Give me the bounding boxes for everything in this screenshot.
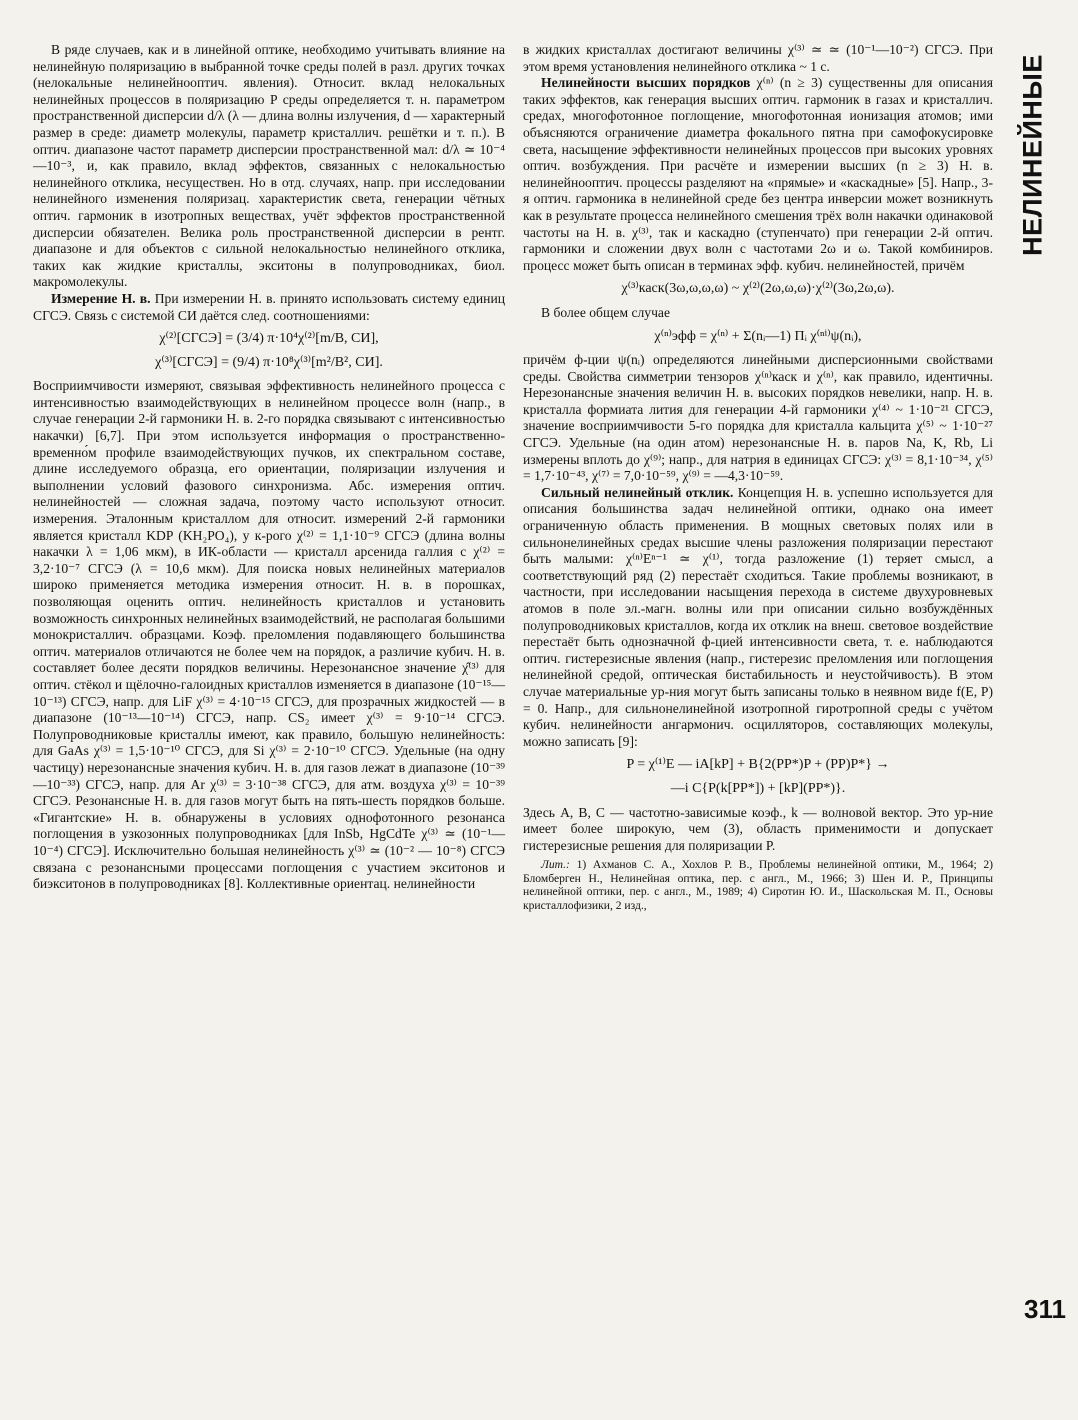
paragraph: Здесь A, B, C — частотно-зависимые коэф., k — волновой вектор. Это ур-ние имеет более широкую, чем (3), область применимости и допускает гистерезисные решения для поляризации P. [523, 804, 993, 853]
paragraph: В ряде случаев, как и в линейной оптике, необходимо учитывать влияние на нелинейную поляризацию в выбранной точке среды полей в разл. других точках (нелокальные нелинейнооптич. явления). Относит. вклад нелокальных нелинейных процессов в поляризацию P среды определяется т. н. параметром пространственной дисперсии d/λ (λ — длина волны излучения, d — характерный размер в среде: диаметр молекулы, параметр кристаллич. решётки и т. п.). В оптич. диапазоне частот параметр дисперсии пространственной мал: d/λ ≃ 10⁻⁴—10⁻³, и, как правило, вклад эффектов, связанных с нелокальностью нелинейного отклика, несуществен. Но в отд. случаях, напр. при исследовании нелинейного изменения поляризац. характеристик света, генерации чётных оптич. гармоник в изотропных веществах, учёт эффектов пространственной дисперсии обязателен. Велика роль пространственной дисперсии в рентг. диапазоне и для объектов с сильной нелокальностью нелинейного отклика, таких как жидкие кристаллы, экситоны в полупроводниках, биол. макромолекулы. [33, 42, 505, 290]
paragraph [33, 291, 505, 324]
formula: χ⁽³⁾каск(3ω,ω,ω,ω) ~ χ⁽²⁾(2ω,ω,ω)·χ⁽²⁾(3ω,2ω,ω). [621, 281, 895, 297]
page-number: 311 [1024, 1294, 1066, 1324]
running-header-text: НЕЛИНЕЙНЫЕ [1017, 54, 1048, 256]
paragraph: причём ф-ции ψ(nᵢ) определяются линейными дисперсионными свойствами среды. Свойства симметрии тензоров χ⁽ⁿ⁾каск и χ⁽ⁿ⁾, как правило, идентичны. Нерезонансные значения величин Н. в. высоких порядков невелики, напр. Н. в. кристалла формиата лития для генерации 4-й гармоники χ⁽⁴⁾ ~ 1·10⁻²¹ СГСЭ, значение восприимчивости 5-го порядка для кристалла кальцита χ⁽⁵⁾ ~ 1·10⁻²⁷ СГСЭ. Удельные (на один атом) нерезонансные Н. в. паров Na, K, Rb, Li измерены вплоть до χ⁽⁹⁾; напр., для натрия в единицах СГСЭ: χ⁽³⁾ = 8,1·10⁻³⁴, χ⁽⁵⁾ = 1,7·10⁻⁴³, χ⁽⁷⁾ = 7,0·10⁻⁵⁹, χ⁽⁹⁾ = —4,3·10⁻⁵⁹. [523, 352, 993, 484]
section-heading: Сильный нелинейный отклик. [541, 484, 734, 500]
formula: P = χ⁽¹⁾E — iA[kP] + B{2(PP*)P + (PP)P*} → [626, 757, 890, 773]
paragraph-text: χ⁽ⁿ⁾ (n ≥ 3) существенны для описания таких эффектов, как генерация высших оптич. гармоник в газах и кристаллич. средах, многофотонное поглощение, многофотонная ионизация атомов; ими объясняются ограничение диаметра фокального пятна при самофокусировке света, насыщение эффективности нелинейных процессов при высоких уровнях оптич. возбуждения. При расчёте и измерении высших (n ≥ 3) Н. в. нелинейнооптич. процессы разделяют на «прямые» и «каскадные» [5]. Напр., 3-я оптич. гармоника в нелинейной среде без центра инверсии может возникнуть как в результате процесса нелинейного смешения трёх волн накачки одинаковой частоты на Н. в. χ⁽³⁾, так и каскадно (ступенчато) при генерации 2-й оптич. гармоники и сложении двух волн с частотами 2ω и ω. Такой комбиниров. процесс может быть описан в терминах эфф. кубич. нелинейностей, причём [523, 75, 994, 273]
formula: —i C{P(k[PP*]) + [kP](PP*)}. [670, 780, 846, 796]
right-column [523, 42, 993, 912]
references-text: 1) Ахманов С. А., Хохлов Р. В., Проблемы нелинейной оптики, М., 1964; 2) Бломберген Н., Нелинейная оптика, пер. с англ., М., 1966; 3) Шен И. Р., Принципы нелинейной оптики, пер. с англ., М., 1989; 4) Сиротин Ю. И., Шаскольская М. П., Основы кристаллофизики, 2 изд., [523, 858, 993, 912]
paragraph-text: При измерении Н. в. принято использовать систему единиц СГСЭ. Связь с системой СИ даётся след. соотношениями: [33, 290, 506, 323]
section-heading: Измерение Н. в. [51, 290, 151, 306]
paragraph: в жидких кристаллах достигают величины χ⁽³⁾ ≃ ≃ (10⁻¹—10⁻²) СГСЭ. При этом время установления нелинейного отклика ~ 1 с. [523, 42, 993, 74]
paragraph: В более общем случае [541, 304, 670, 320]
paragraph [523, 485, 993, 751]
running-header [1008, 40, 1058, 270]
references-label: Лит.: [541, 858, 570, 872]
paragraph: Восприимчивости измеряют, связывая эффективность нелинейного процесса с интенсивностью взаимодействующих в нелинейном процессе волн (напр., в случае генерации 2-й гармоники Н. в. 2-го порядка связывают с интенсивностью накачки) [6,7]. При этом используется информация о пространственно-временно́м профиле взаимодействующих пучков, их спектральном составе, длине исследуемого образца, его ориентации, поляризации излучения и выполнении условий фазового синхронизма. Абс. измерения оптич. нелинейностей — сложная задача, поэтому часто используют относит. измерения. Эталонным кристаллом для относит. измерений 2-й гармоники является кристалл KDP (KH₂PO₄), у к-рого χ⁽²⁾ = 1,1·10⁻⁹ СГСЭ (длина волны накачки λ = 1,06 мкм), в ИК-области — кристалл арсенида галлия с χ⁽²⁾ = 3,2·10⁻⁷ СГСЭ (λ = 10,6 мкм). Для поиска новых нелинейных материалов широко применяется методика измерения относит. Н. в. в порошках, позволяющая оценить оптич. нелинейность кристаллов и установить возможность синхронных нелинейных взаимодействий, не располагая большими монокристаллич. образцами. Коэф. преломления подавляющего большинства оптич. материалов отличаются не более чем на порядок, а различие кубич. Н. в. составляет более десяти порядков величины. Нерезонансное значение χ̂⁽³⁾ для оптич. стёкол и щёлочно-галоидных кристаллов изменяется в диапазоне (10⁻¹⁵—10⁻¹³) СГСЭ, напр. для LiF χ⁽³⁾ = 4·10⁻¹⁵ СГСЭ, для прозрачных жидкостей — в диапазоне (10⁻¹³—10⁻¹⁴) СГСЭ, напр. CS₂ имеет χ⁽³⁾ = 9·10⁻¹⁴ СГСЭ. Полупроводниковые кристаллы имеют, как правило, большую нелинейность: для GaAs χ⁽³⁾ = 1,5·10⁻¹⁰ СГСЭ, для Si χ⁽³⁾ = 2·10⁻¹⁰ СГСЭ. Удельные (на одну частицу) нерезонансные значения кубич. Н. в. для газов лежат в диапазоне (10⁻³⁹—10⁻³³) СГСЭ, напр. для Ar χ⁽³⁾ = 3·10⁻³⁸ СГСЭ, для атм. воздуха χ⁽³⁾ = 10⁻³⁹ СГСЭ. Резонансные Н. в. для газов могут быть на пять-шесть порядков больше. «Гигантские» Н. в. обнаружены в условиях однофотонного резонанса поглощения в узкозонных полупроводниках [для InSb, HgCdTe χ⁽³⁾ ≃ (10⁻¹—10⁻⁴) СГСЭ]. Исключительно большая нелинейность χ⁽³⁾ ≃ (10⁻² — 10⁻⁸) СГСЭ связана с резонансными процессами поглощения с участием экситонов и биэкситонов в полупроводниках [8]. Коллективные ориентац. нелинейности [33, 378, 505, 892]
section-heading: Нелинейности высших порядков [541, 75, 751, 91]
formula: χ⁽²⁾[СГСЭ] = (3/4) π·10⁴χ⁽²⁾[m/B, СИ], [159, 331, 379, 347]
references [523, 858, 993, 912]
formula: χ⁽ⁿ⁾эфф = χ⁽ⁿ⁾ + Σ(nᵢ—1) Πᵢ χ⁽ⁿⁱ⁾ψ(nᵢ), [654, 328, 862, 344]
paragraph-text: Концепция Н. в. успешно используется для описания большинства задач нелинейной оптики, однако она имеет ограниченную область применения. В мощных световых полях или в сильнонелинейных средах высшие члены разложения поляризации перестают быть малыми: χ⁽ⁿ⁾Eⁿ⁻¹ ≃ χ⁽¹⁾, тогда разложение (1) теряет смысл, а соответствующий ряд (2) перестаёт сходиться. Такие проблемы возникают, в частности, при исследовании насыщения перехода в системе двухуровневых атомов в поле эл.-магн. волны или при описании сильно возбуждённых полупроводниковых кристаллов, когда их отклик на внеш. световое воздействие перестаёт быть однозначной ф-цией интенсивности света, т. е. наблюдаются оптич. гистерезисные явления (напр., гистерезис преломления или поглощения нелинейной средой, оптическая бистабильность и неустойчивость). В этом случае материальные ур-ния могут быть записаны только в неявном виде f(E, P) = 0. Напр., для сильнонелинейной изотропной гиротропной среды с учётом кубич. нелинейности ангармонич. осцилляторов, составляющих молекулы, можно записать [9]: [523, 484, 993, 749]
paragraph [523, 75, 993, 274]
left-column [33, 42, 505, 893]
formula: χ⁽³⁾[СГСЭ] = (9/4) π·10⁸χ⁽³⁾[m²/B², СИ]. [155, 354, 383, 370]
